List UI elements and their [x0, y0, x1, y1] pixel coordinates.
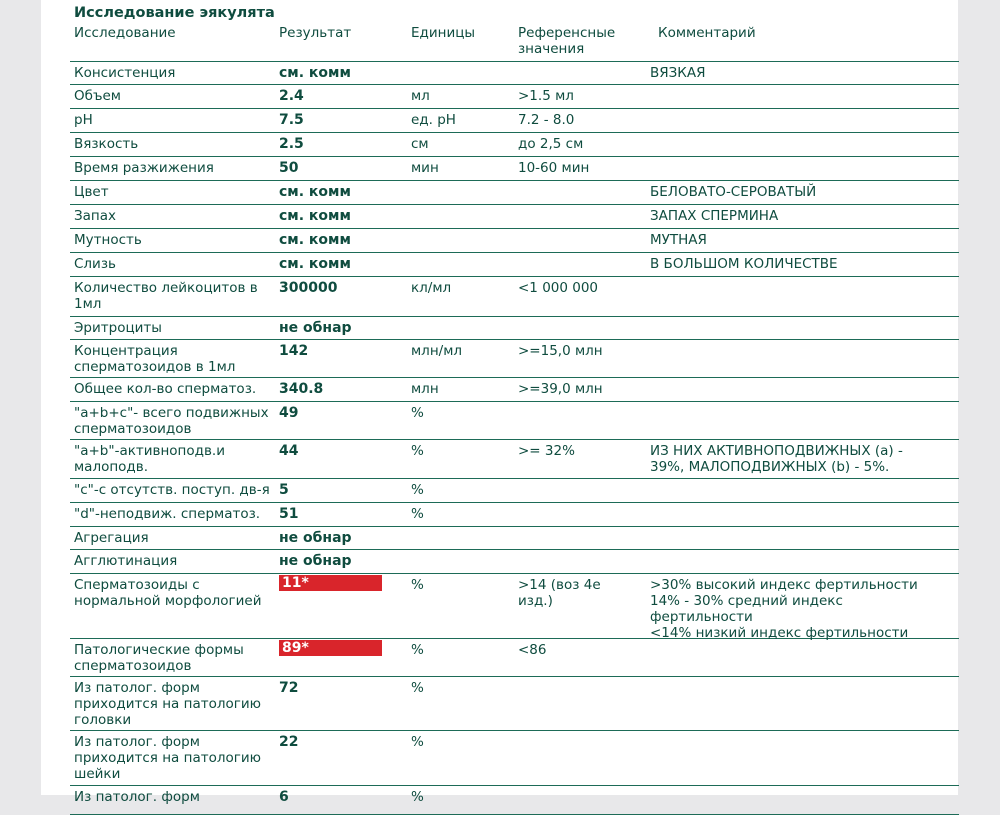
table-row: [70, 479, 959, 503]
result-value: 51: [279, 506, 299, 522]
table-row: [70, 181, 959, 205]
table-row: [70, 786, 959, 815]
header-name: Исследование: [74, 25, 176, 41]
test-name: Эритроциты: [74, 320, 162, 336]
test-name: Вязкость: [74, 136, 139, 152]
units-value: %: [411, 734, 424, 750]
result-value: 2.4: [279, 88, 304, 104]
test-name: "c"-с отсутств. поступ. дв-я: [74, 482, 270, 498]
comment-value: ЗАПАХ СПЕРМИНА: [650, 208, 779, 224]
units-value: %: [411, 680, 424, 696]
table-row: [70, 574, 959, 639]
result-value: см. комм: [279, 232, 351, 248]
result-value: см. комм: [279, 256, 351, 272]
test-name: Концентрация сперматозоидов в 1мл: [74, 343, 236, 375]
result-value: не обнар: [279, 553, 352, 569]
units-value: млн/мл: [411, 343, 463, 359]
comment-value: В БОЛЬШОМ КОЛИЧЕСТВЕ: [650, 256, 838, 272]
test-name: Агглютинация: [74, 553, 178, 569]
units-value: %: [411, 482, 424, 498]
result-value: см. комм: [279, 184, 351, 200]
result-value-flagged: 11*: [279, 575, 382, 591]
result-value: см. комм: [279, 208, 351, 224]
result-value: 2.5: [279, 136, 304, 152]
test-name: pH: [74, 112, 93, 128]
results-table: [70, 61, 959, 815]
test-name: Патологические формы сперматозоидов: [74, 642, 244, 674]
test-name: Общее кол-во сперматоз.: [74, 381, 257, 397]
test-name: Сперматозоиды с нормальной морфологией: [74, 577, 262, 609]
units-value: %: [411, 506, 424, 522]
table-row: [70, 229, 959, 253]
test-name: Время разжижения: [74, 160, 214, 176]
table-row: [70, 731, 959, 786]
units-value: мл: [411, 88, 430, 104]
result-value: не обнар: [279, 320, 352, 336]
result-value: см. комм: [279, 65, 351, 81]
table-header: [74, 25, 959, 61]
reference-value: >=39,0 млн: [518, 381, 603, 397]
units-value: %: [411, 405, 424, 421]
test-name: Мутность: [74, 232, 142, 248]
table-row: [70, 157, 959, 181]
units-value: кл/мл: [411, 280, 452, 296]
test-name: Из патолог. форм приходится на патологию шейки: [74, 734, 261, 782]
result-value: 340.8: [279, 381, 324, 397]
units-value: см: [411, 136, 429, 152]
comment-value: МУТНАЯ: [650, 232, 707, 248]
result-value: 49: [279, 405, 299, 421]
table-row: [70, 205, 959, 229]
reference-value: до 2,5 см: [518, 136, 584, 152]
reference-value: >= 32%: [518, 443, 575, 459]
table-row: [70, 340, 959, 378]
result-value-flagged: 89*: [279, 640, 382, 656]
table-row: [70, 550, 959, 574]
test-name: Количество лейкоцитов в 1мл: [74, 280, 258, 312]
test-name: "a+b"-активноподв.и малоподв.: [74, 443, 225, 475]
units-value: мин: [411, 160, 439, 176]
reference-value: 10-60 мин: [518, 160, 590, 176]
table-row: [70, 62, 959, 85]
comment-value: >30% высокий индекс фертильности 14% - 30% средний индекс фертильности <14% низкий индекс фертильности: [650, 577, 918, 641]
reference-value: >1.5 мл: [518, 88, 574, 104]
reference-value: <1 000 000: [518, 280, 599, 296]
table-row: [70, 402, 959, 440]
table-row: [70, 133, 959, 157]
result-value: 142: [279, 343, 309, 359]
table-row: [70, 277, 959, 317]
result-value: 5: [279, 482, 289, 498]
test-name: Из патолог. форм: [74, 789, 200, 805]
test-name: Запах: [74, 208, 117, 224]
table-row: [70, 677, 959, 731]
result-value: 72: [279, 680, 299, 696]
test-name: "a+b+c"- всего подвижных сперматозоидов: [74, 405, 269, 437]
test-name: "d"-неподвиж. сперматоз.: [74, 506, 261, 522]
header-result: Результат: [279, 25, 352, 41]
test-name: Агрегация: [74, 530, 149, 546]
table-row: [70, 639, 959, 677]
units-value: %: [411, 789, 424, 805]
reference-value: 7.2 - 8.0: [518, 112, 575, 128]
result-value: 50: [279, 160, 299, 176]
result-value: не обнар: [279, 530, 352, 546]
test-name: Из патолог. форм приходится на патологию головки: [74, 680, 261, 728]
result-value: 44: [279, 443, 299, 459]
result-value: 22: [279, 734, 299, 750]
reference-value: >14 (воз 4е изд.): [518, 577, 601, 609]
table-row: [70, 503, 959, 527]
comment-value: ИЗ НИХ АКТИВНОПОДВИЖНЫХ (а) - 39%, МАЛОПОДВИЖНЫХ (b) - 5%.: [650, 443, 903, 475]
units-value: %: [411, 443, 424, 459]
table-row: [70, 109, 959, 133]
units-value: %: [411, 642, 424, 658]
result-value: 300000: [279, 280, 338, 296]
header-comment: Комментарий: [658, 25, 756, 41]
test-name: Консистенция: [74, 65, 176, 81]
comment-value: БЕЛОВАТО-СЕРОВАТЫЙ: [650, 184, 817, 200]
table-row: [70, 527, 959, 550]
table-row: [70, 440, 959, 479]
table-row: [70, 253, 959, 277]
result-value: 6: [279, 789, 289, 805]
test-name: Слизь: [74, 256, 116, 272]
comment-value: ВЯЗКАЯ: [650, 65, 706, 81]
units-value: млн: [411, 381, 439, 397]
units-value: %: [411, 577, 424, 593]
table-row: [70, 378, 959, 402]
reference-value: >=15,0 млн: [518, 343, 603, 359]
table-row: [70, 85, 959, 109]
result-value: 7.5: [279, 112, 304, 128]
report-title: Исследование эякулята: [74, 5, 275, 21]
test-name: Цвет: [74, 184, 109, 200]
header-units: Единицы: [411, 25, 476, 41]
units-value: ед. pH: [411, 112, 456, 128]
test-name: Объем: [74, 88, 121, 104]
table-row: [70, 317, 959, 340]
reference-value: <86: [518, 642, 547, 658]
header-reference: Референсные значения: [518, 25, 616, 57]
